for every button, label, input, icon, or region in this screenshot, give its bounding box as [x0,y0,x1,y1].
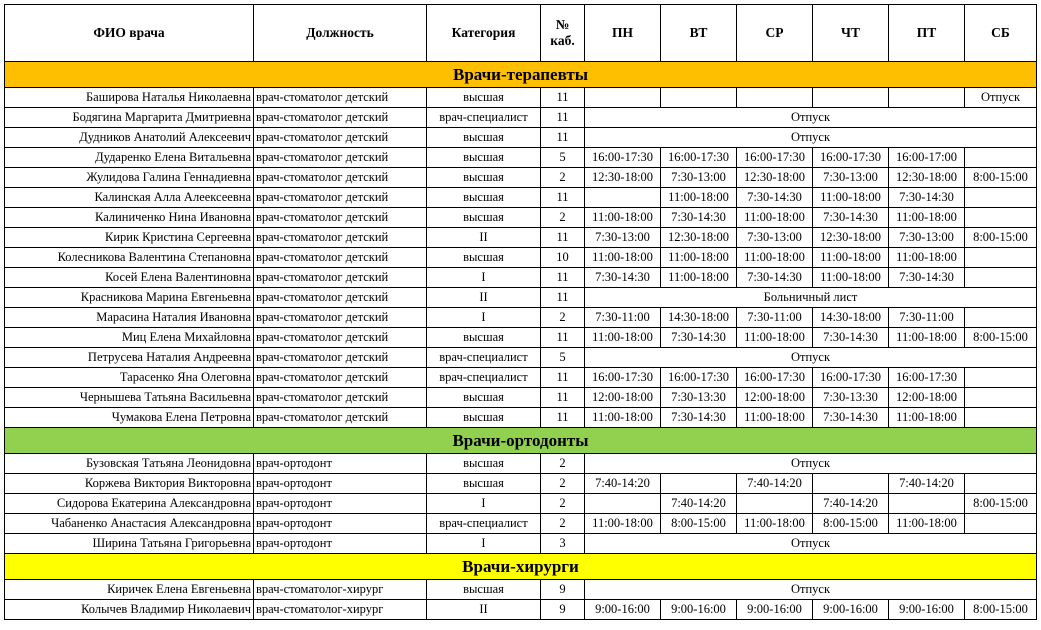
day-cell-sat [965,188,1037,208]
day-cell-thu: 8:00-15:00 [813,514,889,534]
position-cell: врач-ортодонт [254,454,427,474]
position-cell: врач-стоматолог детский [254,248,427,268]
section-header-row [5,62,1037,88]
doctor-name-cell: Баширова Наталья Николаевна [5,88,254,108]
header-day-sat: СБ [965,5,1037,62]
category-cell: высшая [427,88,541,108]
status-span-cell: Отпуск [585,348,1037,368]
header-day-thu: ЧТ [813,5,889,62]
day-cell-sat: 8:00-15:00 [965,494,1037,514]
day-cell-wed: 16:00-17:30 [737,368,813,388]
day-cell-thu: 11:00-18:00 [813,248,889,268]
header-day-mon: ПН [585,5,661,62]
day-cell-tue: 7:30-14:30 [661,328,737,348]
day-cell-fri: 11:00-18:00 [889,328,965,348]
day-cell-wed: 7:30-13:00 [737,228,813,248]
position-cell: врач-стоматолог детский [254,108,427,128]
position-cell: врач-стоматолог-хирург [254,580,427,600]
room-cell: 11 [541,188,585,208]
day-cell-wed: 12:00-18:00 [737,388,813,408]
category-cell: высшая [427,188,541,208]
day-cell-mon: 12:00-18:00 [585,388,661,408]
day-cell-wed: 11:00-18:00 [737,328,813,348]
doctor-name-cell: Коржева Виктория Викторовна [5,474,254,494]
doctor-name-cell: Дударенко Елена Витальевна [5,148,254,168]
table-row [5,368,1037,388]
room-cell: 5 [541,148,585,168]
status-span-cell: Отпуск [585,128,1037,148]
category-cell: врач-специалист [427,514,541,534]
day-cell-sat [965,248,1037,268]
room-cell: 2 [541,308,585,328]
table-row [5,308,1037,328]
day-cell-sat: 8:00-15:00 [965,228,1037,248]
table-row [5,348,1037,368]
day-cell-wed: 11:00-18:00 [737,514,813,534]
room-cell: 10 [541,248,585,268]
day-cell-sat [965,408,1037,428]
category-cell: высшая [427,408,541,428]
category-cell: высшая [427,128,541,148]
table-row [5,408,1037,428]
day-cell-tue: 16:00-17:30 [661,148,737,168]
day-cell-mon: 12:30-18:00 [585,168,661,188]
room-cell: 2 [541,208,585,228]
header-category: Категория [427,5,541,62]
table-row [5,328,1037,348]
day-cell-thu: 11:00-18:00 [813,188,889,208]
room-cell: 5 [541,348,585,368]
room-cell: 11 [541,368,585,388]
day-cell-tue: 9:00-16:00 [661,600,737,620]
day-cell-mon: 7:30-14:30 [585,268,661,288]
day-cell-thu: 7:40-14:20 [813,494,889,514]
position-cell: врач-стоматолог детский [254,308,427,328]
day-cell-sat [965,148,1037,168]
doctor-name-cell: Киричек Елена Евгеньевна [5,580,254,600]
table-row [5,454,1037,474]
table-row [5,248,1037,268]
day-cell-mon: 11:00-18:00 [585,408,661,428]
day-cell-thu: 7:30-13:00 [813,168,889,188]
day-cell-thu: 7:30-14:30 [813,208,889,228]
day-cell-tue: 16:00-17:30 [661,368,737,388]
table-row [5,108,1037,128]
section-header-row [5,554,1037,580]
day-cell-fri: 9:00-16:00 [889,600,965,620]
category-cell: высшая [427,388,541,408]
day-cell-sat [965,308,1037,328]
section-header-row [5,428,1037,454]
day-cell-tue: 8:00-15:00 [661,514,737,534]
day-cell-thu: 7:30-13:30 [813,388,889,408]
position-cell: врач-стоматолог детский [254,368,427,388]
position-cell: врач-стоматолог детский [254,188,427,208]
doctor-name-cell: Бодягина Маргарита Дмитриевна [5,108,254,128]
table-row [5,268,1037,288]
day-cell-tue: 7:30-14:30 [661,208,737,228]
doctor-name-cell: Бузовская Татьяна Леонидовна [5,454,254,474]
day-cell-sat: 8:00-15:00 [965,328,1037,348]
section-title: Врачи-хирурги [5,554,1037,580]
doctor-name-cell: Чернышева Татьяна Васильевна [5,388,254,408]
category-cell: I [427,308,541,328]
table-row [5,580,1037,600]
day-cell-wed: 7:30-11:00 [737,308,813,328]
day-cell-thu: 7:30-14:30 [813,408,889,428]
room-cell: 2 [541,454,585,474]
day-cell-wed [737,494,813,514]
category-cell: I [427,534,541,554]
day-cell-thu [813,88,889,108]
day-cell-thu [813,474,889,494]
doctor-name-cell: Красникова Марина Евгеньевна [5,288,254,308]
table-row [5,88,1037,108]
schedule-table [4,4,1037,620]
day-cell-fri: 7:30-14:30 [889,268,965,288]
category-cell: высшая [427,168,541,188]
day-cell-sat [965,514,1037,534]
day-cell-mon: 11:00-18:00 [585,328,661,348]
room-cell: 2 [541,514,585,534]
day-cell-fri: 7:40-14:20 [889,474,965,494]
day-cell-sat [965,208,1037,228]
day-cell-thu: 9:00-16:00 [813,600,889,620]
day-cell-mon: 7:30-13:00 [585,228,661,248]
category-cell: высшая [427,208,541,228]
category-cell: высшая [427,454,541,474]
position-cell: врач-стоматолог-хирург [254,600,427,620]
header-room: № каб. [541,5,585,62]
table-row [5,128,1037,148]
day-cell-wed: 11:00-18:00 [737,408,813,428]
room-cell: 11 [541,108,585,128]
day-cell-fri: 12:00-18:00 [889,388,965,408]
doctor-name-cell: Ширина Татьяна Григорьевна [5,534,254,554]
day-cell-sat [965,368,1037,388]
section-title: Врачи-ортодонты [5,428,1037,454]
day-cell-fri: 7:30-13:00 [889,228,965,248]
position-cell: врач-стоматолог детский [254,128,427,148]
position-cell: врач-стоматолог детский [254,148,427,168]
position-cell: врач-стоматолог детский [254,168,427,188]
table-row [5,388,1037,408]
status-span-cell: Больничный лист [585,288,1037,308]
day-cell-tue [661,474,737,494]
day-cell-tue: 7:30-13:00 [661,168,737,188]
table-row [5,494,1037,514]
doctor-name-cell: Калиниченко Нина Ивановна [5,208,254,228]
category-cell: врач-специалист [427,348,541,368]
position-cell: врач-стоматолог детский [254,88,427,108]
table-row [5,188,1037,208]
room-cell: 2 [541,494,585,514]
day-cell-fri: 16:00-17:00 [889,148,965,168]
day-cell-tue [661,88,737,108]
room-cell: 11 [541,128,585,148]
day-cell-thu: 7:30-14:30 [813,328,889,348]
day-cell-mon: 7:40-14:20 [585,474,661,494]
day-cell-fri: 12:30-18:00 [889,168,965,188]
day-cell-mon [585,88,661,108]
day-cell-mon: 7:30-11:00 [585,308,661,328]
day-cell-fri [889,88,965,108]
category-cell: высшая [427,248,541,268]
position-cell: врач-стоматолог детский [254,228,427,248]
room-cell: 11 [541,388,585,408]
position-cell: врач-ортодонт [254,474,427,494]
day-cell-mon: 16:00-17:30 [585,148,661,168]
table-row [5,168,1037,188]
header-day-wed: СР [737,5,813,62]
table-row [5,534,1037,554]
day-cell-wed: 7:30-14:30 [737,268,813,288]
day-cell-mon: 11:00-18:00 [585,208,661,228]
room-cell: 11 [541,328,585,348]
table-row [5,600,1037,620]
day-cell-sat: 8:00-15:00 [965,600,1037,620]
doctor-name-cell: Петрусева Наталия Андреевна [5,348,254,368]
day-cell-mon [585,494,661,514]
day-cell-tue: 14:30-18:00 [661,308,737,328]
position-cell: врач-стоматолог детский [254,388,427,408]
doctor-name-cell: Косей Елена Валентиновна [5,268,254,288]
day-cell-sat: Отпуск [965,88,1037,108]
table-row [5,288,1037,308]
status-span-cell: Отпуск [585,108,1037,128]
day-cell-thu: 16:00-17:30 [813,148,889,168]
table-row [5,148,1037,168]
day-cell-wed: 16:00-17:30 [737,148,813,168]
header-day-tue: ВТ [661,5,737,62]
category-cell: II [427,600,541,620]
day-cell-mon: 16:00-17:30 [585,368,661,388]
category-cell: высшая [427,474,541,494]
doctor-name-cell: Дудников Анатолий Алексеевич [5,128,254,148]
schedule-body [5,62,1037,620]
room-cell: 9 [541,580,585,600]
position-cell: врач-стоматолог детский [254,328,427,348]
doctor-name-cell: Чумакова Елена Петровна [5,408,254,428]
room-cell: 9 [541,600,585,620]
doctor-name-cell: Кирик Кристина Сергеевна [5,228,254,248]
position-cell: врач-ортодонт [254,514,427,534]
doctor-name-cell: Жулидова Галина Геннадиевна [5,168,254,188]
position-cell: врач-ортодонт [254,534,427,554]
room-cell: 2 [541,168,585,188]
day-cell-tue: 7:30-13:30 [661,388,737,408]
day-cell-fri: 11:00-18:00 [889,248,965,268]
room-cell: 11 [541,88,585,108]
day-cell-wed [737,88,813,108]
section-title: Врачи-терапевты [5,62,1037,88]
status-span-cell: Отпуск [585,534,1037,554]
category-cell: II [427,288,541,308]
day-cell-mon: 11:00-18:00 [585,514,661,534]
position-cell: врач-стоматолог детский [254,208,427,228]
doctor-name-cell: Колычев Владимир Николаевич [5,600,254,620]
day-cell-tue: 12:30-18:00 [661,228,737,248]
doctor-name-cell: Марасина Наталия Ивановна [5,308,254,328]
position-cell: врач-ортодонт [254,494,427,514]
day-cell-fri: 7:30-11:00 [889,308,965,328]
position-cell: врач-стоматолог детский [254,408,427,428]
day-cell-wed: 9:00-16:00 [737,600,813,620]
category-cell: II [427,228,541,248]
day-cell-wed: 11:00-18:00 [737,248,813,268]
day-cell-fri: 11:00-18:00 [889,408,965,428]
category-cell: высшая [427,580,541,600]
header-row [5,5,1037,62]
day-cell-thu: 16:00-17:30 [813,368,889,388]
category-cell: I [427,494,541,514]
table-row [5,208,1037,228]
day-cell-fri: 11:00-18:00 [889,514,965,534]
header-position: Должность [254,5,427,62]
category-cell: врач-специалист [427,108,541,128]
doctor-name-cell: Калинская Алла Алеексеевна [5,188,254,208]
room-cell: 11 [541,268,585,288]
doctor-name-cell: Тарасенко Яна Олеговна [5,368,254,388]
day-cell-mon: 9:00-16:00 [585,600,661,620]
day-cell-mon: 11:00-18:00 [585,248,661,268]
day-cell-sat [965,268,1037,288]
day-cell-fri [889,494,965,514]
room-cell: 11 [541,228,585,248]
position-cell: врач-стоматолог детский [254,288,427,308]
day-cell-wed: 7:40-14:20 [737,474,813,494]
room-cell: 3 [541,534,585,554]
position-cell: врач-стоматолог детский [254,268,427,288]
day-cell-thu: 14:30-18:00 [813,308,889,328]
day-cell-tue: 11:00-18:00 [661,188,737,208]
day-cell-tue: 11:00-18:00 [661,248,737,268]
day-cell-tue: 11:00-18:00 [661,268,737,288]
day-cell-wed: 7:30-14:30 [737,188,813,208]
day-cell-sat: 8:00-15:00 [965,168,1037,188]
room-cell: 2 [541,474,585,494]
day-cell-tue: 7:40-14:20 [661,494,737,514]
header-name: ФИО врача [5,5,254,62]
table-row [5,514,1037,534]
day-cell-fri: 7:30-14:30 [889,188,965,208]
day-cell-thu: 12:30-18:00 [813,228,889,248]
header-day-fri: ПТ [889,5,965,62]
doctor-name-cell: Сидорова Екатерина Александровна [5,494,254,514]
day-cell-mon [585,188,661,208]
day-cell-sat [965,474,1037,494]
day-cell-fri: 16:00-17:30 [889,368,965,388]
position-cell: врач-стоматолог детский [254,348,427,368]
status-span-cell: Отпуск [585,454,1037,474]
category-cell: высшая [427,328,541,348]
category-cell: высшая [427,148,541,168]
category-cell: врач-специалист [427,368,541,388]
status-span-cell: Отпуск [585,580,1037,600]
day-cell-wed: 12:30-18:00 [737,168,813,188]
day-cell-wed: 11:00-18:00 [737,208,813,228]
doctor-name-cell: Чабаненко Анастасия Александровна [5,514,254,534]
category-cell: I [427,268,541,288]
doctor-name-cell: Колесникова Валентина Степановна [5,248,254,268]
day-cell-sat [965,388,1037,408]
table-row [5,228,1037,248]
day-cell-tue: 7:30-14:30 [661,408,737,428]
room-cell: 11 [541,288,585,308]
room-cell: 11 [541,408,585,428]
day-cell-thu: 11:00-18:00 [813,268,889,288]
table-row [5,474,1037,494]
day-cell-fri: 11:00-18:00 [889,208,965,228]
doctor-name-cell: Миц Елена Михайловна [5,328,254,348]
